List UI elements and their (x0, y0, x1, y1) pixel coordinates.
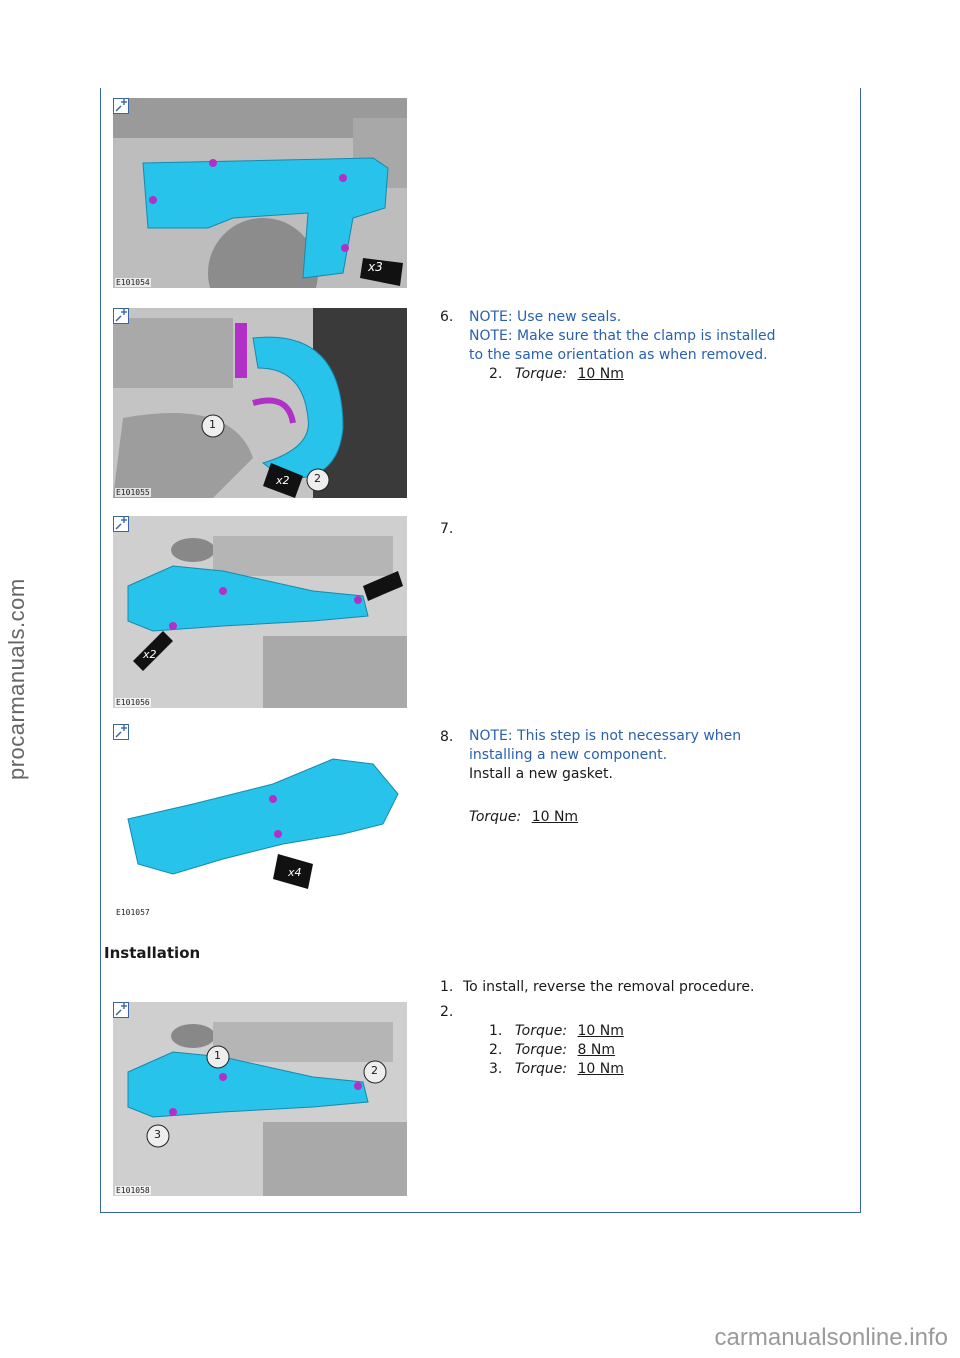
sub-number: 2. (489, 366, 503, 382)
sub-number: 3. (489, 1061, 503, 1077)
step-number: 7. (440, 521, 454, 537)
torque-value-link[interactable]: 10 Nm (531, 809, 579, 825)
zoom-icon[interactable] (113, 516, 129, 532)
zoom-icon[interactable] (113, 98, 129, 114)
torque-value-link[interactable]: 8 Nm (577, 1042, 615, 1058)
torque-item (489, 1060, 624, 1079)
callout-3: 3 (154, 1128, 161, 1141)
install-step-2-torque-list (489, 1022, 624, 1079)
torque-item (489, 1041, 624, 1060)
figure-egr-valve[interactable] (113, 516, 407, 708)
note-line: NOTE: Use new seals. (469, 309, 622, 325)
section-heading: Installation (104, 944, 201, 962)
figure-egr-cooler-removal[interactable] (113, 98, 407, 288)
step-6-torque (489, 365, 624, 384)
sub-number: 2. (489, 1042, 503, 1058)
step-8-torque (469, 808, 578, 827)
figure-code: E101056 (116, 698, 150, 707)
step-6-note (469, 308, 776, 365)
step-number: 1. (440, 979, 454, 995)
step-number: 2. (440, 1004, 454, 1020)
zoom-icon[interactable] (113, 1002, 129, 1018)
callout-2: 2 (314, 472, 321, 485)
note-line: NOTE: Make sure that the clamp is installed (469, 328, 776, 344)
step-text: Install a new gasket. (469, 766, 613, 782)
torque-item (489, 1022, 624, 1041)
torque-label: Torque: (514, 366, 568, 382)
figure-code: E101058 (116, 1186, 150, 1195)
torque-label: Torque: (469, 809, 522, 825)
figure-installation-torque[interactable] (113, 1002, 407, 1196)
callout-1: 1 (214, 1049, 221, 1062)
figure-egr-component[interactable] (113, 724, 407, 918)
zoom-icon[interactable] (113, 308, 129, 324)
side-watermark: procarmanuals.com (4, 578, 29, 780)
torque-label: Torque: (514, 1023, 568, 1039)
torque-label: Torque: (514, 1061, 568, 1077)
note-line: installing a new component. (469, 747, 668, 763)
callout-1: 1 (209, 418, 216, 431)
figure-code: E101057 (116, 908, 150, 917)
step-number: 6. (440, 309, 454, 325)
torque-label: Torque: (514, 1042, 568, 1058)
torque-value-link[interactable]: 10 Nm (577, 1061, 624, 1077)
step-number: 8. (440, 729, 454, 745)
install-step-1: To install, reverse the removal procedure. (463, 979, 755, 995)
callout-x4: x4 (288, 866, 302, 879)
footer-watermark: carmanualsonline.info (714, 1324, 948, 1351)
sub-number: 1. (489, 1023, 503, 1039)
callout-x2: x2 (276, 474, 290, 487)
callout-label: x3 (368, 260, 383, 274)
step-8-body (469, 727, 741, 784)
figure-code: E101054 (116, 278, 150, 287)
torque-value-link[interactable]: 10 Nm (577, 366, 624, 382)
torque-value-link[interactable]: 10 Nm (577, 1023, 624, 1039)
callout-2: 2 (371, 1064, 378, 1077)
note-line: to the same orientation as when removed. (469, 347, 768, 363)
figure-code: E101055 (116, 488, 150, 497)
figure-clamp[interactable] (113, 308, 407, 498)
callout-x2: x2 (143, 648, 157, 661)
zoom-icon[interactable] (113, 724, 129, 740)
note-line: NOTE: This step is not necessary when (469, 728, 742, 744)
